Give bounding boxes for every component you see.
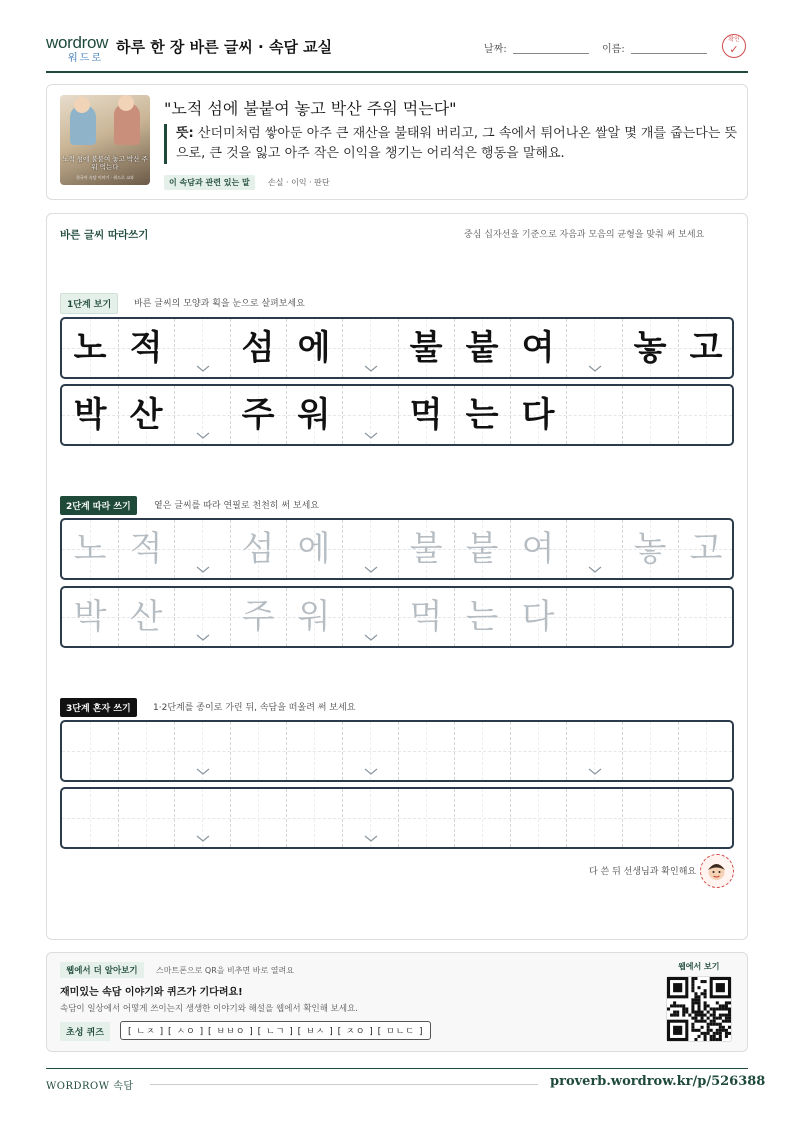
- grid-char: 다: [521, 395, 555, 435]
- grid-char: 적: [129, 328, 163, 368]
- proverb-text: "노적 섬에 불붙여 놓고 박산 주워 먹는다": [164, 99, 457, 118]
- step1-badge: 1단계 보기: [60, 293, 118, 314]
- grid-cell[interactable]: [62, 789, 118, 847]
- grid-char: 불: [409, 529, 443, 569]
- web-desc: 속담이 일상에서 어떻게 쓰이는지 생생한 이야기와 해설을 웹에서 확인해 보세요.: [60, 1004, 358, 1014]
- grid-cell[interactable]: [174, 520, 230, 578]
- grid-cell[interactable]: [398, 789, 454, 847]
- grid-cell[interactable]: [118, 520, 174, 578]
- proverb-illustration: [60, 95, 150, 185]
- grid-cell: [454, 319, 510, 377]
- grid-cell[interactable]: [118, 789, 174, 847]
- step3-desc: 1·2단계를 종이로 가린 뒤, 속담을 떠올려 써 보세요: [153, 703, 356, 713]
- grid-char: 워: [297, 395, 331, 435]
- space-mark-icon: [588, 566, 600, 572]
- grid-char: 고: [689, 529, 723, 569]
- grid-char: 불: [409, 328, 443, 368]
- grid-cell[interactable]: [454, 520, 510, 578]
- grid-char: 놓: [633, 328, 667, 368]
- grid-cell[interactable]: [398, 722, 454, 780]
- grid-cell[interactable]: [398, 520, 454, 578]
- related-badge: 이 속담과 관련 있는 말: [164, 175, 255, 190]
- grid-cell: [342, 386, 398, 444]
- grid-cell[interactable]: [678, 588, 734, 646]
- space-mark-icon: [364, 566, 376, 572]
- grid-cell: [286, 386, 342, 444]
- check-stamp-icon: 확인 ✓: [722, 34, 746, 58]
- space-mark-icon: [196, 365, 208, 371]
- grid-char: 노: [73, 529, 107, 569]
- grid-cell: [398, 319, 454, 377]
- web-headline: 재미있는 속담 이야기와 퀴즈가 기다려요!: [60, 987, 243, 998]
- grid-cell[interactable]: [342, 789, 398, 847]
- grid-cell: [566, 386, 622, 444]
- step1-row-1: [60, 317, 734, 379]
- web-badge: 웹에서 더 알아보기: [60, 962, 144, 978]
- grid-char: 먹: [409, 597, 443, 637]
- grid-char: 는: [465, 395, 499, 435]
- grid-cell[interactable]: [510, 789, 566, 847]
- space-mark-icon: [196, 566, 208, 572]
- grid-cell[interactable]: [286, 520, 342, 578]
- grid-cell[interactable]: [174, 789, 230, 847]
- grid-char: 섬: [241, 529, 275, 569]
- logo: wordrow 워드로: [46, 33, 109, 64]
- grid-cell[interactable]: [174, 588, 230, 646]
- space-mark-icon: [588, 365, 600, 371]
- qr-label: 웹에서 보기: [678, 962, 720, 971]
- grid-char: 워: [297, 597, 331, 637]
- grid-char: 여: [521, 529, 555, 569]
- grid-char: 여: [521, 328, 555, 368]
- grid-char: 섬: [241, 328, 275, 368]
- meaning-text: 산더미처럼 쌓아둔 아주 큰 재산을 불태워 버리고, 그 속에서 튀어나온 쌀알 몇 개를 줍는다는 뜻으로, 큰 것을 잃고 아주 작은 이익을 챙기는 어리석은 행동을 말해요.: [176, 126, 738, 161]
- grid-cell[interactable]: [454, 588, 510, 646]
- practice-hint: 중심 십자선을 기준으로 자음과 모음의 균형을 맞춰 써 보세요: [464, 230, 705, 240]
- teacher-note: 다 쓴 뒤 선생님과 확인해요: [589, 867, 697, 877]
- grid-cell[interactable]: [118, 588, 174, 646]
- grid-char: 노: [73, 328, 107, 368]
- grid-char: 적: [129, 529, 163, 569]
- grid-cell[interactable]: [566, 588, 622, 646]
- step2-row-1[interactable]: [60, 518, 734, 580]
- step2-row-2[interactable]: [60, 586, 734, 648]
- grid-cell: [398, 386, 454, 444]
- grid-cell: [62, 319, 118, 377]
- step3-row-2[interactable]: [60, 787, 734, 849]
- space-mark-icon: [364, 365, 376, 371]
- date-field[interactable]: [484, 40, 589, 55]
- grid-cell: [622, 386, 678, 444]
- grid-cell: [566, 319, 622, 377]
- practice-title: 바른 글씨 따라쓰기: [60, 229, 149, 241]
- step2-desc: 옅은 글씨를 따라 연필로 천천히 써 보세요: [154, 501, 319, 511]
- grid-char: 에: [297, 529, 331, 569]
- grid-cell[interactable]: [622, 789, 678, 847]
- step3-badge: 3단계 혼자 쓰기: [60, 698, 137, 717]
- grid-cell: [230, 319, 286, 377]
- grid-cell[interactable]: [342, 588, 398, 646]
- space-mark-icon: [364, 768, 376, 774]
- step2-badge: 2단계 따라 쓰기: [60, 496, 137, 515]
- grid-cell[interactable]: [398, 588, 454, 646]
- grid-cell: [230, 386, 286, 444]
- grid-cell[interactable]: [678, 520, 734, 578]
- name-label: 이름:: [602, 44, 625, 55]
- step3-row-1[interactable]: [60, 720, 734, 782]
- teacher-face-icon: [700, 854, 734, 888]
- grid-cell: [678, 386, 734, 444]
- grid-cell[interactable]: [566, 722, 622, 780]
- grid-char: 에: [297, 328, 331, 368]
- grid-cell[interactable]: [510, 588, 566, 646]
- grid-cell[interactable]: [230, 520, 286, 578]
- grid-char: 산: [129, 395, 163, 435]
- space-mark-icon: [364, 432, 376, 438]
- grid-cell: [118, 386, 174, 444]
- grid-cell[interactable]: [342, 722, 398, 780]
- qr-code-icon[interactable]: [666, 976, 732, 1042]
- grid-cell: [510, 319, 566, 377]
- meaning-label: 뜻:: [176, 126, 194, 141]
- grid-cell[interactable]: [454, 789, 510, 847]
- grid-cell[interactable]: [566, 520, 622, 578]
- header-divider: [46, 71, 748, 73]
- grid-cell[interactable]: [286, 722, 342, 780]
- grid-cell[interactable]: [454, 722, 510, 780]
- grid-cell[interactable]: [62, 520, 118, 578]
- grid-cell[interactable]: [566, 789, 622, 847]
- grid-cell[interactable]: [230, 588, 286, 646]
- grid-char: 주: [241, 395, 275, 435]
- step1-row-2: [60, 384, 734, 446]
- grid-cell[interactable]: [230, 789, 286, 847]
- grid-char: 놓: [633, 529, 667, 569]
- logo-sub: 워드로: [68, 53, 103, 64]
- grid-cell: [454, 386, 510, 444]
- grid-cell[interactable]: [286, 789, 342, 847]
- grid-cell[interactable]: [622, 722, 678, 780]
- illustration-sub: 한국어 속담 이야기 · 워드로 교과: [76, 175, 134, 180]
- grid-cell: [510, 386, 566, 444]
- footer-url[interactable]: proverb.wordrow.kr/p/526388: [550, 1074, 766, 1089]
- grid-cell: [342, 319, 398, 377]
- grid-char: 주: [241, 597, 275, 637]
- grid-cell[interactable]: [286, 588, 342, 646]
- proverb-meaning: [164, 124, 746, 164]
- grid-cell: [118, 319, 174, 377]
- footer-divider: [46, 1068, 748, 1069]
- grid-char: 다: [521, 597, 555, 637]
- grid-char: 먹: [409, 395, 443, 435]
- space-mark-icon: [196, 432, 208, 438]
- footer-line: [150, 1084, 538, 1085]
- grid-cell[interactable]: [510, 520, 566, 578]
- quiz-badge: 초성 퀴즈: [60, 1022, 110, 1041]
- grid-cell: [622, 319, 678, 377]
- date-label: 날짜:: [484, 44, 507, 55]
- grid-cell[interactable]: [62, 588, 118, 646]
- grid-char: 붙: [465, 328, 499, 368]
- page-title: 하루 한 장 바른 글씨 · 속담 교실: [116, 38, 333, 56]
- footer-brand: WORDROW 속담: [46, 1081, 134, 1092]
- grid-char: 고: [689, 328, 723, 368]
- space-mark-icon: [196, 768, 208, 774]
- related-tags: 손실 · 이익 · 판단: [268, 178, 330, 187]
- space-mark-icon: [196, 634, 208, 640]
- grid-cell: [174, 386, 230, 444]
- illustration-caption: 노적 섬에 불붙여 놓고 박산 주워 먹는다: [62, 155, 148, 171]
- grid-char: 붙: [465, 529, 499, 569]
- grid-char: 박: [73, 597, 107, 637]
- space-mark-icon: [588, 768, 600, 774]
- grid-cell[interactable]: [678, 722, 734, 780]
- space-mark-icon: [364, 634, 376, 640]
- step1-desc: 바른 글씨의 모양과 획을 눈으로 살펴보세요: [134, 299, 305, 309]
- grid-cell[interactable]: [62, 722, 118, 780]
- grid-cell: [286, 319, 342, 377]
- grid-cell[interactable]: [118, 722, 174, 780]
- grid-char: 는: [465, 597, 499, 637]
- grid-cell[interactable]: [678, 789, 734, 847]
- web-sub: 스마트폰으로 QR을 비추면 바로 열려요: [156, 966, 294, 975]
- grid-cell[interactable]: [510, 722, 566, 780]
- chosung-quiz: [ ㄴㅈ ] [ ㅅㅇ ] [ ㅂㅂㅇ ] [ ㄴㄱ ] [ ㅂㅅ ] [ ㅈㅇ ] [ ㅁㄴㄷ ]: [120, 1021, 431, 1040]
- space-mark-icon: [364, 835, 376, 841]
- space-mark-icon: [196, 835, 208, 841]
- grid-cell: [174, 319, 230, 377]
- grid-char: 박: [73, 395, 107, 435]
- name-field[interactable]: [602, 40, 707, 55]
- grid-cell[interactable]: [342, 520, 398, 578]
- grid-cell[interactable]: [622, 588, 678, 646]
- grid-cell[interactable]: [230, 722, 286, 780]
- grid-cell[interactable]: [174, 722, 230, 780]
- grid-cell[interactable]: [622, 520, 678, 578]
- grid-cell: [62, 386, 118, 444]
- grid-cell: [678, 319, 734, 377]
- grid-char: 산: [129, 597, 163, 637]
